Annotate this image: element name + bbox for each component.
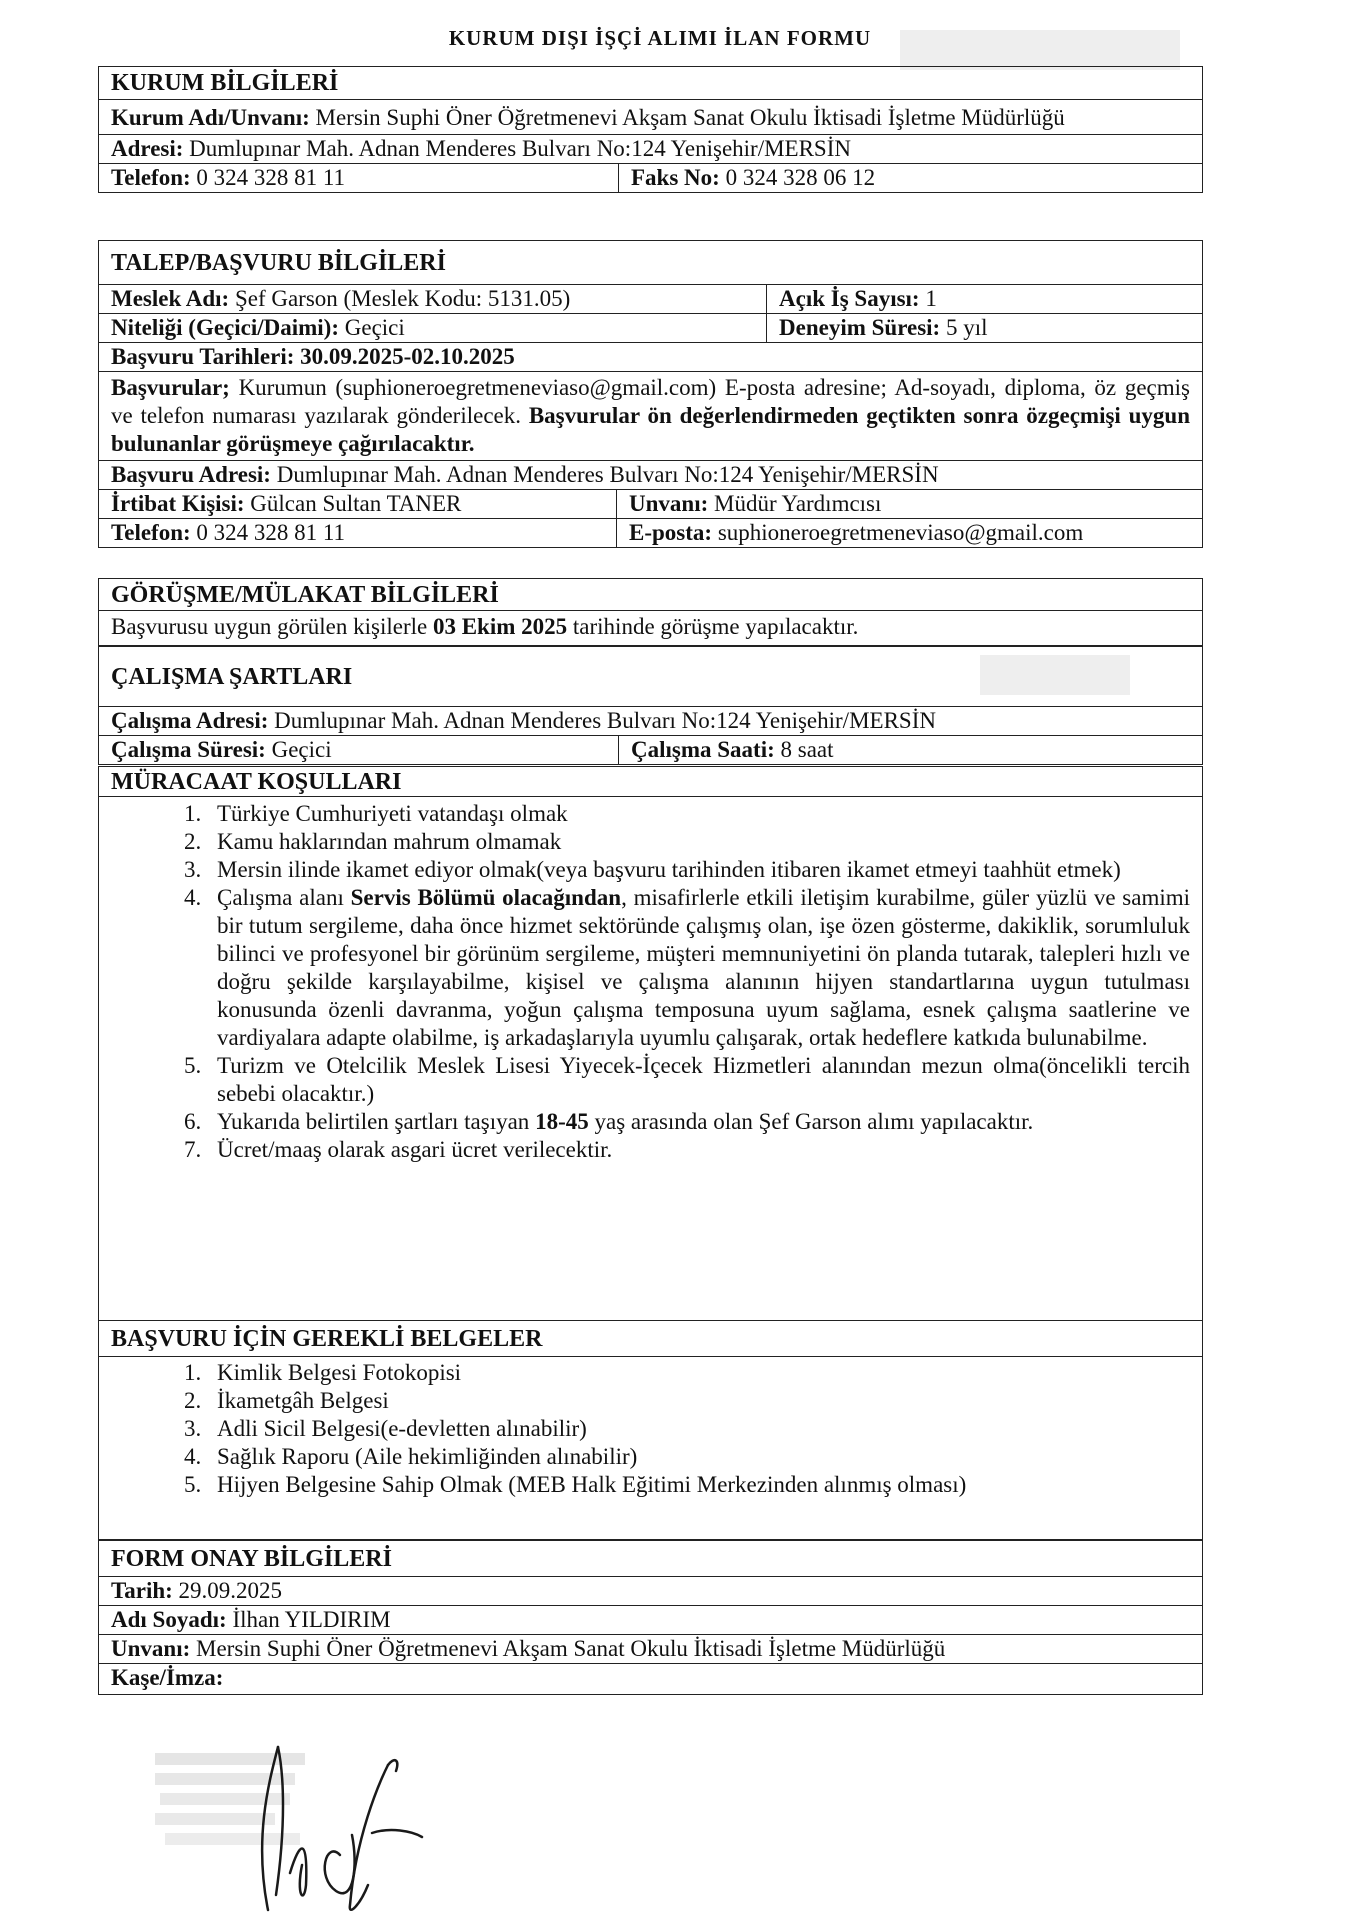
muracaat-item-6a: Yukarıda belirtilen şartları taşıyan (217, 1109, 536, 1134)
kurum-section (98, 66, 1203, 193)
onay-tarih-row (99, 1577, 1202, 1606)
belgeler-list (111, 1359, 1202, 1499)
kurum-telefon-label: Telefon: (111, 165, 191, 190)
list-item (207, 1359, 1202, 1387)
muracaat-item-5: Turizm ve Otelcilik Meslek Lisesi Yiyecek-İçecek Hizmetleri alanından mezun olma(öncelikli tercih sebebi olacaktır.) (217, 1053, 1190, 1106)
meslek-row (99, 285, 1202, 314)
eposta-label: E-posta: (629, 520, 713, 545)
irtibat-telefon-value: 0 324 328 81 11 (196, 520, 346, 545)
onay-kase-label: Kaşe/İmza: (111, 1665, 224, 1690)
kurum-telefon-value: 0 324 328 81 11 (196, 165, 346, 190)
gorusme-text-after: tarihinde görüşme yapılacaktır. (567, 614, 859, 639)
calisma-saat-label: Çalışma Saati: (631, 737, 775, 762)
kurum-header: KURUM BİLGİLERİ (99, 67, 1202, 100)
deneyim-value: 5 yıl (945, 315, 988, 340)
muracaat-item-2: Kamu haklarından mahrum olmamak (217, 829, 562, 854)
muracaat-item-4a: Çalışma alanı (217, 885, 351, 910)
calisma-adres-row (99, 707, 1202, 736)
onay-kase-row (99, 1664, 1202, 1694)
kurum-telefon-row (99, 164, 1202, 192)
irtibat-cell (99, 490, 617, 518)
signature-icon (262, 1747, 422, 1910)
meslek-label: Meslek Adı: (111, 286, 230, 311)
onay-adi-value: İlhan YILDIRIM (232, 1607, 391, 1632)
calisma-sure-cell (99, 736, 619, 764)
list-item (207, 828, 1190, 856)
basvurular-label: Başvurular; (111, 375, 230, 400)
muracaat-list-row (99, 797, 1202, 1320)
nitelik-cell (99, 314, 767, 342)
muracaat-header: MÜRACAAT KOŞULLARI (99, 767, 1202, 797)
unvan-cell (617, 490, 1202, 518)
calisma-saat-cell (619, 736, 1202, 764)
list-item (207, 884, 1190, 1052)
kurum-adi-row (99, 100, 1202, 135)
belgeler-section (98, 1320, 1203, 1540)
gorusme-section (98, 578, 1203, 646)
list-item (207, 1052, 1190, 1108)
kurum-adi-value: Mersin Suphi Öner Öğretmenevi Akşam Sanat Okulu İktisadi İşletme Müdürlüğü (315, 105, 1065, 130)
basvuru-adresi-label: Başvuru Adresi: (111, 462, 271, 487)
onay-unvan-row (99, 1635, 1202, 1664)
basvuru-tarihleri: Başvuru Tarihleri: 30.09.2025-02.10.2025 (111, 344, 515, 369)
unvan-label: Unvanı: (629, 491, 709, 516)
document-title: KURUM DIŞI İŞÇİ ALIMI İLAN FORMU (448, 26, 872, 50)
gorusme-header: GÖRÜŞME/MÜLAKAT BİLGİLERİ (99, 579, 1202, 611)
signature-stamp-image (150, 1745, 480, 1920)
acik-is-value: 1 (925, 286, 937, 311)
belge-item-4: Sağlık Raporu (Aile hekimliğinden alınabilir) (217, 1444, 638, 1469)
muracaat-list (111, 800, 1190, 1164)
calisma-saat-value: 8 saat (780, 737, 834, 762)
scan-noise (900, 30, 1180, 70)
muracaat-item-7: Ücret/maaş olarak asgari ücret verilecektir. (217, 1137, 613, 1162)
calisma-adres-label: Çalışma Adresi: (111, 708, 269, 733)
muracaat-item-4b: , misafirlerle etkili iletişim kurabilme, güler yüzlü ve samimi bir tutum sergileme, daha önce hizmet sektöründe çalışmış olan, işe özen gösterme, dakiklik, sorumluluk bilinci ve profesyonel bir görünüm sergileme, müşteri memnuniyetini ön planda tutarak, talepleri hızlı ve doğru şekilde karşılayabilme, kişisel ve çalışma alanının hijyen standartlarına uygun tutulması konusunda özenli davranma, yoğun çalışma temposuna uyum sağlama, esnek çalışma saatlerine ve vardiyalara adapte olabilme, iş arkadaşlarıyla uyumlu çalışarak, ortak hedeflere katkıda bulunabilme. (217, 885, 1191, 1050)
kurum-faks-cell (619, 164, 1202, 192)
kurum-adi-label: Kurum Adı/Unvanı: (111, 105, 310, 130)
onay-adi-row (99, 1606, 1202, 1635)
deneyim-label: Deneyim Süresi: (779, 315, 941, 340)
talep-section (98, 240, 1203, 548)
belge-item-1: Kimlik Belgesi Fotokopisi (217, 1360, 462, 1385)
acik-is-label: Açık İş Sayısı: (779, 286, 920, 311)
muracaat-item-3: Mersin ilinde ikamet ediyor olmak(veya başvuru tarihinden itibaren ikamet etmeyi taahhüt etmek) (217, 857, 1121, 882)
muracaat-item-6b: yaş arasında olan Şef Garson alımı yapılacaktır. (588, 1109, 1034, 1134)
list-item (207, 1108, 1190, 1136)
basvuru-adresi-row (99, 461, 1202, 490)
kurum-faks-label: Faks No: (631, 165, 720, 190)
list-item (207, 1415, 1202, 1443)
basvurular-bold: Başvurular ön değerlendirmeden geçtikten sonra özgeçmişi uygun bulunanlar görüşmeye çağırılacaktır. (111, 403, 1191, 456)
kurum-telefon-cell (99, 164, 619, 192)
irtibat-label: İrtibat Kişisi: (111, 491, 245, 516)
list-item (207, 1471, 1202, 1499)
kurum-faks-value: 0 324 328 06 12 (725, 165, 876, 190)
basvuru-tarihleri-row (99, 343, 1202, 372)
irtibat-telefon-cell (99, 519, 617, 547)
kurum-adres-label: Adresi: (111, 136, 184, 161)
kurum-adres-value: Dumlupınar Mah. Adnan Menderes Bulvarı No:124 Yenişehir/MERSİN (189, 136, 851, 161)
list-item (207, 856, 1190, 884)
onay-unvan-label: Unvanı: (111, 1636, 191, 1661)
deneyim-cell (767, 314, 1202, 342)
talep-header: TALEP/BAŞVURU BİLGİLERİ (99, 241, 1202, 285)
irtibat-row (99, 490, 1202, 519)
belgeler-header: BAŞVURU İÇİN GEREKLİ BELGELER (99, 1321, 1202, 1357)
calisma-sure-value: Geçici (271, 737, 332, 762)
belge-item-3: Adli Sicil Belgesi(e-devletten alınabilir) (217, 1416, 587, 1441)
gorusme-row (99, 611, 1202, 645)
basvuru-adresi-value: Dumlupınar Mah. Adnan Menderes Bulvarı No:124 Yenişehir/MERSİN (276, 462, 939, 487)
calisma-adres-value: Dumlupınar Mah. Adnan Menderes Bulvarı No:124 Yenişehir/MERSİN (274, 708, 936, 733)
irtibat-telefon-label: Telefon: (111, 520, 191, 545)
irtibat-telefon-row (99, 519, 1202, 547)
irtibat-value: Gülcan Sultan TANER (250, 491, 462, 516)
basvurular-text: Kurumun (suphioneroegretmeneviaso@gmail.com) E-posta adresine; Ad-soyadı, diploma, öz geçmiş ve telefon numarası yazılarak gönderilecek. (111, 375, 1191, 428)
meslek-value: Şef Garson (Meslek Kodu: 5131.05) (234, 286, 571, 311)
belge-item-2: İkametgâh Belgesi (217, 1388, 389, 1413)
list-item (207, 1443, 1202, 1471)
belgeler-list-row (99, 1357, 1202, 1539)
onay-tarih-label: Tarih: (111, 1578, 173, 1603)
calisma-header: ÇALIŞMA ŞARTLARI (99, 647, 1202, 707)
eposta-cell (617, 519, 1202, 547)
muracaat-item-4-bold: Servis Bölümü olacağından (350, 885, 622, 910)
meslek-cell (99, 285, 767, 313)
list-item (207, 1387, 1202, 1415)
onay-unvan-value: Mersin Suphi Öner Öğretmenevi Akşam Sanat Okulu İktisadi İşletme Müdürlüğü (196, 1636, 946, 1661)
kurum-adres-row (99, 135, 1202, 164)
nitelik-row (99, 314, 1202, 343)
onay-header: FORM ONAY BİLGİLERİ (99, 1541, 1202, 1577)
muracaat-item-6-bold: 18-45 (535, 1109, 589, 1134)
list-item (207, 1136, 1190, 1164)
muracaat-section (98, 766, 1203, 1321)
eposta-value[interactable]: suphioneroegretmeneviaso@gmail.com (717, 520, 1084, 545)
belge-item-5: Hijyen Belgesine Sahip Olmak (MEB Halk Eğitimi Merkezinden alınmış olması) (217, 1472, 967, 1497)
nitelik-value: Geçici (344, 315, 405, 340)
acik-is-cell (767, 285, 1202, 313)
list-item (207, 800, 1190, 828)
gorusme-text-before: Başvurusu uygun görülen kişilerle (111, 614, 433, 639)
onay-adi-label: Adı Soyadı: (111, 1607, 227, 1632)
calisma-sure-label: Çalışma Süresi: (111, 737, 266, 762)
muracaat-item-1: Türkiye Cumhuriyeti vatandaşı olmak (217, 801, 568, 826)
calisma-section (98, 646, 1203, 765)
onay-tarih-value: 29.09.2025 (178, 1578, 283, 1603)
nitelik-label: Niteliği (Geçici/Daimi): (111, 315, 340, 340)
unvan-value: Müdür Yardımcısı (714, 491, 882, 516)
onay-section (98, 1540, 1203, 1695)
gorusme-date: 03 Ekim 2025 (432, 614, 568, 639)
basvurular-row (99, 372, 1202, 461)
calisma-sure-row (99, 736, 1202, 764)
